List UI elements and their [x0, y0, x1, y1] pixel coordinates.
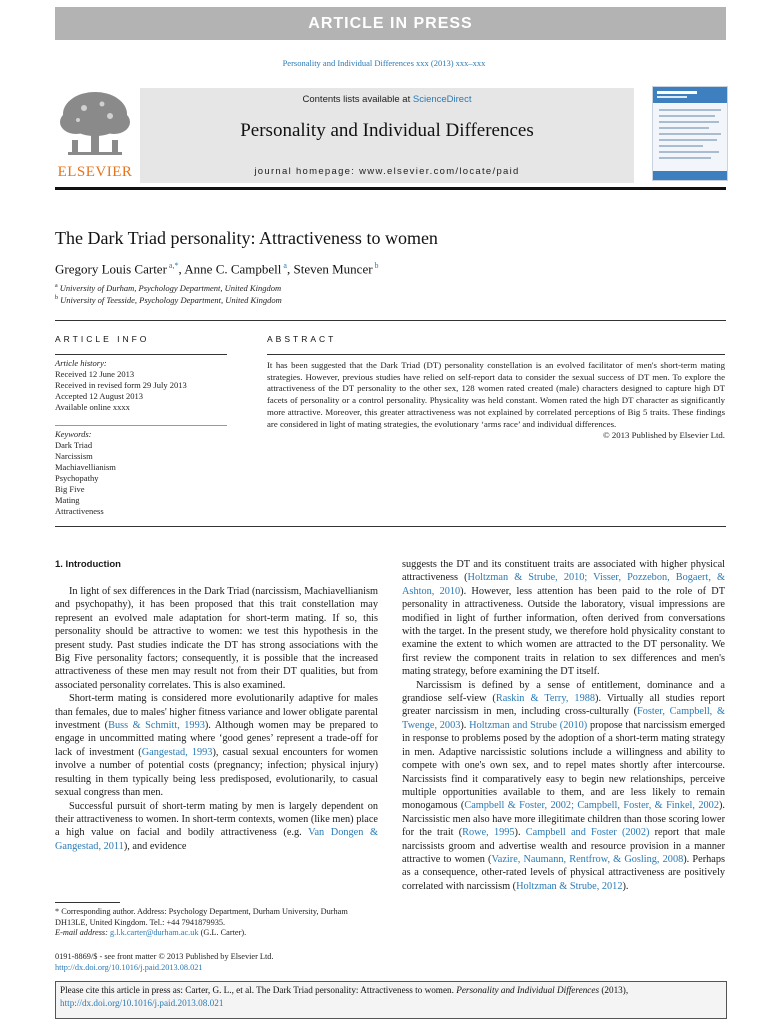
citation-link[interactable]: Foster, Campbell, & Twenge, 2003 — [402, 706, 725, 731]
paragraph-text: In light of sex differences in the Dark Triad (narcissism, Machiavellianism and psychopathy), it has been proposed that this trait constellation may represent an evolved male adaptation for short-term mating. If so, this personality should be attractive to women: we test this hypothesis in the present study. Past studies indicate the DT has strong associations with the Big Five personality factors; consequently, it is possible that the increased attractiveness of these men may result not from their DT qualities, but from associated personality correlates. This is also examined. — [55, 586, 378, 691]
history-item: Available online xxxx — [55, 402, 130, 412]
keywords-label: Keywords: — [55, 429, 92, 439]
elsevier-wordmark: ELSEVIER — [57, 164, 133, 180]
body-divider — [55, 526, 726, 527]
sciencedirect-link[interactable]: ScienceDirect — [412, 94, 472, 105]
body-paragraph — [55, 692, 378, 799]
paragraph-text: ). — [514, 827, 526, 839]
article-history-label: Article history: — [55, 358, 107, 368]
journal-homepage[interactable]: journal homepage: www.elsevier.com/locate/paid — [254, 166, 520, 177]
author-list — [55, 261, 379, 277]
email-link[interactable]: g.l.k.carter@durham.ac.uk — [110, 928, 199, 937]
paragraph-text: report that male narcissists groom and advertise wealth and resource provision in a manner attractive to women ( — [402, 827, 726, 865]
history-item: Received 12 June 2013 — [55, 369, 135, 379]
affiliation-text: University of Durham, Psychology Department, United Kingdom — [59, 283, 282, 293]
author-name: Steven Muncer — [293, 261, 373, 277]
author-name: Anne C. Campbell — [184, 261, 282, 277]
introduction-heading: 1. Introduction — [55, 559, 121, 570]
affiliation-marker: b — [55, 295, 58, 302]
corresponding-author-footnote — [55, 907, 378, 939]
keywords-block — [55, 429, 116, 517]
citation-link[interactable]: Gangestad, 1993 — [141, 746, 213, 758]
keyword-item: Narcissism — [55, 451, 93, 461]
abstract-text: It has been suggested that the Dark Triad (DT) personality constellation is an evolved facilitator of men's short-term mating strategies. However, previous studies have relied on self-report data to consider the sexual success of DT men. To explore the attractiveness of the DT personality to the other sex, 128 women rated created (male) characters designed to capture high DT facets of personality or a control personality. Physicality was held constant. Women rated the high DT character as significantly more attractive. Moreover, this greater attractiveness was not explained by correlated perceptions of Big 5 traits. These findings are considered in light of mating strategies, the evolutionary ‘arms race’ and individual differences. — [267, 360, 725, 429]
contents-prefix: Contents lists available at — [302, 94, 413, 105]
citation-link[interactable]: Van Dongen & Gangestad, 2011 — [55, 827, 378, 852]
paragraph-text: ). — [460, 719, 470, 731]
keyword-item: Mating — [55, 495, 80, 505]
author-separator: , — [178, 261, 185, 277]
article-info-heading: ARTICLE INFO — [55, 334, 150, 344]
paragraph-text: suggests the DT and its constituent traits are associated with higher physical attractiveness ( — [402, 559, 725, 584]
abstract-copyright: © 2013 Published by Elsevier Ltd. — [602, 430, 725, 441]
email-label: E-mail address: — [55, 928, 108, 937]
paragraph-text: ). Virtually all studies report greater narcissism in men, including cross-culturally ( — [402, 693, 726, 718]
cite-suffix: (2013), — [599, 985, 629, 995]
body-paragraph — [55, 800, 378, 854]
journal-title: Personality and Individual Differences — [240, 120, 534, 141]
paragraph-text: propose that narcissism emerged in response to problems posed by the adoption of a short-term mating strategy in men. Adaptive narcissistic solutions include a willingness and ability to compete with one's own sex, and to repel mates shortly after intercourse. Narcissists find it comparatively easy to begin new relationships, perceive multiple opportunities available to them, and are less likely to remain monogamous ( — [402, 719, 726, 812]
keywords-rule — [55, 425, 227, 426]
paragraph-text: ). Although women may be prepared to engage in uncommitted mating where ‘good genes’ represent a trade-off for lack of investment ( — [55, 720, 378, 758]
article-history — [55, 358, 187, 413]
author-affiliation-link[interactable]: a,* — [166, 261, 179, 270]
paragraph-text: Narcissism is defined by a sense of entitlement, dominance and a grandiose self-view ( — [402, 679, 725, 705]
history-item: Accepted 12 August 2013 — [55, 391, 144, 401]
citation-link[interactable]: Holtzman & Strube, 2012 — [516, 880, 623, 892]
citation-link[interactable]: Campbell and Foster (2002) — [525, 827, 650, 839]
header-divider — [55, 187, 726, 190]
author-separator: , — [286, 261, 294, 277]
keyword-item: Big Five — [55, 484, 85, 494]
paragraph-text: ). However, less attention has been paid to the role of DT personality in attractiveness. Outside the laboratory, visual impressions are modified in light of further information, often derived from conversations with the target. In the present study, we therefore hold physicality constant to examine the extent to which women are attracted to the DT personality. We first review the component traits in relation to sex differences and men's mating strategy, before examining the DT itself. — [402, 585, 725, 678]
paragraph-text: Successful pursuit of short-term mating by men is largely dependent on their attractiveness to women. In short-term contexts, women (like men) place a high value on facial and bodily attractiveness (e.g. — [55, 800, 378, 839]
issn-line: 0191-8869/$ - see front matter © 2013 Published by Elsevier Ltd. — [55, 952, 274, 961]
body-paragraph — [402, 679, 725, 894]
journal-cover-thumbnail[interactable] — [652, 86, 728, 181]
journal-reference-link[interactable]: Personality and Individual Differences xxx (2013) xxx–xxx — [282, 58, 486, 68]
cite-prefix: Please cite this article in press as: Carter, G. L., et al. The Dark Triad personality: Attractiveness to women. — [60, 985, 457, 995]
citation-link[interactable]: Raskin & Terry, 1988 — [495, 693, 596, 705]
citation-link[interactable]: Buss & Schmitt, 1993 — [108, 720, 205, 732]
footnote-text: * Corresponding author. Address: Psychology Department, Durham University, Durham DH13LE, United Kingdom. Tel.: +44 7941879935. — [55, 907, 348, 927]
author-affiliation-link[interactable]: b — [372, 261, 379, 270]
cite-journal: Personality and Individual Differences — [456, 985, 600, 995]
citation-link[interactable]: Campbell & Foster, 2002; Campbell, Foster, & Finkel, 2002 — [464, 800, 719, 812]
citation-link[interactable]: Holtzman & Strube, 2010; Visser, Pozzebon, Bogaert, & Ashton, 2010 — [402, 572, 726, 597]
abstract-heading: ABSTRACT — [267, 334, 337, 344]
doi-link[interactable]: http://dx.doi.org/10.1016/j.paid.2013.08.021 — [55, 962, 203, 972]
info-divider — [55, 320, 726, 321]
author-affiliation-link[interactable]: a — [281, 261, 287, 270]
keyword-item: Dark Triad — [55, 440, 93, 450]
citation-link[interactable]: Holtzman and Strube (2010) — [469, 719, 588, 731]
body-paragraph — [55, 585, 378, 692]
paragraph-text: ), casual sexual encounters for women involve a number of potential costs (pregnancy; infection; physical injury) resulting in them typically being less predisposed, evolutionarily, to casual sexual congress than men. — [55, 746, 378, 799]
abstract-body — [267, 360, 725, 442]
keyword-item: Attractiveness — [55, 506, 104, 516]
cite-doi-link[interactable]: http://dx.doi.org/10.1016/j.paid.2013.08.021 — [60, 997, 224, 1008]
left-column — [55, 585, 378, 853]
history-item: Received in revised form 29 July 2013 — [55, 380, 187, 390]
footnote-email-line — [55, 928, 378, 939]
affiliation-a — [55, 283, 281, 293]
affiliation-b — [55, 295, 282, 305]
keyword-item: Machiavellianism — [55, 462, 116, 472]
affiliation-text: University of Teesside, Psychology Department, United Kingdom — [60, 295, 282, 305]
paragraph-text: ). Perhaps as a consequence, other-rated levels of physical attractiveness are positively correlated with narcissism ( — [402, 853, 725, 892]
article-title: The Dark Triad personality: Attractiveness to women — [55, 228, 438, 248]
keyword-item: Psychopathy — [55, 473, 99, 483]
email-suffix: (G.L. Carter). — [198, 928, 247, 937]
author-name: Gregory Louis Carter — [55, 261, 167, 277]
body-paragraph — [402, 558, 725, 679]
paragraph-text: ). — [622, 880, 629, 892]
right-column — [402, 558, 725, 893]
citation-link[interactable]: Vazire, Naumann, Rentfrow, & Gosling, 2008 — [491, 853, 684, 865]
article-in-press-banner: ARTICLE IN PRESS — [55, 7, 726, 40]
footnote-rule — [55, 902, 120, 903]
affiliation-marker: a — [55, 283, 58, 290]
abstract-rule — [267, 354, 725, 355]
paragraph-text: ), and evidence — [123, 840, 187, 852]
contents-line — [140, 94, 634, 105]
paragraph-text: ). Narcissistic men also have more illegitimate children than those scoring lower for the trait ( — [402, 800, 725, 839]
paragraph-text: Short-term mating is considered more evolutionarily adaptive for males than females, due to males' higher fitness variance and lower obligate parental investment ( — [55, 693, 378, 732]
article-info-rule — [55, 354, 227, 355]
front-matter — [55, 952, 274, 973]
citation-link[interactable]: Rowe, 1995 — [462, 827, 515, 839]
citation-box — [55, 981, 727, 1019]
